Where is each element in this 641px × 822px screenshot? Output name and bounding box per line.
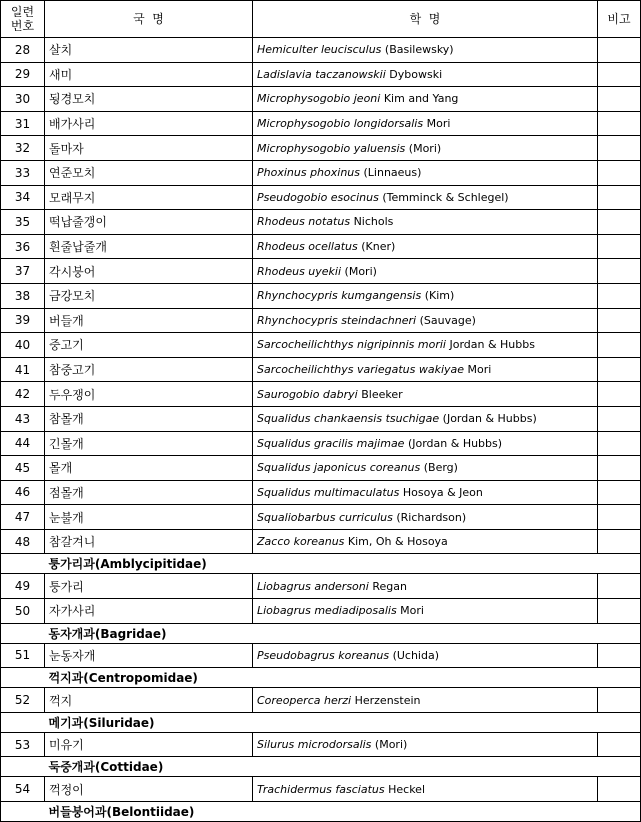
table-row xyxy=(1,777,641,802)
table-row xyxy=(1,643,641,668)
scientific-author: Regan xyxy=(372,579,407,593)
table-row xyxy=(1,456,641,481)
scientific-binomial: Squalidus multimaculatus xyxy=(257,485,400,499)
serial-number-cell: 46 xyxy=(1,480,45,505)
korean-name-cell: 새미 xyxy=(45,62,253,87)
remark-cell xyxy=(598,529,641,554)
table-row xyxy=(1,382,641,407)
remark-cell xyxy=(598,688,641,713)
table-row xyxy=(1,357,641,382)
scientific-name-cell xyxy=(253,574,598,599)
korean-name-cell: 각시붕어 xyxy=(45,259,253,284)
remark-cell xyxy=(598,777,641,802)
scientific-author: (Kner) xyxy=(361,240,396,254)
serial-number-cell: 40 xyxy=(1,333,45,358)
scientific-name-cell xyxy=(253,308,598,333)
remark-cell xyxy=(598,732,641,757)
scientific-binomial: Ladislavia taczanowskii xyxy=(257,67,386,81)
korean-name-cell: 두우쟁이 xyxy=(45,382,253,407)
serial-number-cell: 54 xyxy=(1,777,45,802)
scientific-binomial: Rhodeus uyekii xyxy=(257,264,342,278)
family-heading-spacer xyxy=(1,623,45,643)
korean-name-cell: 모래무지 xyxy=(45,185,253,210)
serial-number-cell: 37 xyxy=(1,259,45,284)
korean-name-cell: 버들개 xyxy=(45,308,253,333)
scientific-name-cell xyxy=(253,406,598,431)
serial-number-cell: 50 xyxy=(1,599,45,624)
scientific-author: (Mori) xyxy=(374,738,408,752)
scientific-name-cell xyxy=(253,111,598,136)
family-heading-row xyxy=(1,712,641,732)
table-row xyxy=(1,406,641,431)
scientific-name-cell xyxy=(253,210,598,235)
serial-number-cell: 28 xyxy=(1,38,45,63)
scientific-author: (Uchida) xyxy=(392,648,439,662)
remark-cell xyxy=(598,382,641,407)
remark-cell xyxy=(598,160,641,185)
scientific-author: Heckel xyxy=(388,782,425,796)
scientific-binomial: Saurogobio dabryi xyxy=(257,387,358,401)
scientific-name-cell xyxy=(253,382,598,407)
remark-cell xyxy=(598,234,641,259)
serial-number-cell: 33 xyxy=(1,160,45,185)
scientific-binomial: Rhodeus ocellatus xyxy=(257,240,358,254)
table-row xyxy=(1,431,641,456)
scientific-binomial: Microphysogobio jeoni xyxy=(257,92,381,106)
scientific-binomial: Rhodeus notatus xyxy=(257,215,351,229)
scientific-binomial: Sarcocheilichthys variegatus wakiyae xyxy=(257,363,465,377)
serial-number-cell: 35 xyxy=(1,210,45,235)
korean-name-cell: 참몰개 xyxy=(45,406,253,431)
scientific-binomial: Squaliobarbus curriculus xyxy=(257,510,393,524)
serial-number-cell: 36 xyxy=(1,234,45,259)
scientific-name-cell xyxy=(253,688,598,713)
header-scientific-name: 학 명 xyxy=(253,1,598,38)
scientific-name-cell xyxy=(253,234,598,259)
family-heading-row xyxy=(1,668,641,688)
table-row xyxy=(1,688,641,713)
serial-number-cell: 51 xyxy=(1,643,45,668)
scientific-author: (Mori) xyxy=(408,141,442,155)
table-row xyxy=(1,308,641,333)
scientific-binomial: Hemiculter leucisculus xyxy=(257,43,382,57)
scientific-name-cell xyxy=(253,357,598,382)
korean-name-cell: 미유기 xyxy=(45,732,253,757)
scientific-author: Kim, Oh & Hosoya xyxy=(347,535,448,549)
scientific-name-cell xyxy=(253,643,598,668)
scientific-name-cell xyxy=(253,259,598,284)
serial-number-cell: 41 xyxy=(1,357,45,382)
remark-cell xyxy=(598,574,641,599)
table-row xyxy=(1,529,641,554)
scientific-binomial: Microphysogobio yaluensis xyxy=(257,141,406,155)
korean-name-cell: 배가사리 xyxy=(45,111,253,136)
scientific-name-cell xyxy=(253,431,598,456)
family-heading-label: 메기과(Siluridae) xyxy=(45,712,641,732)
scientific-binomial: Microphysogobio longidorsalis xyxy=(257,117,424,131)
family-heading-label: 퉁가리과(Amblycipitidae) xyxy=(45,554,641,574)
korean-name-cell: 참중고기 xyxy=(45,357,253,382)
scientific-author: (Mori) xyxy=(344,264,377,278)
family-heading-row xyxy=(1,623,641,643)
scientific-author: Bleeker xyxy=(361,387,403,401)
table-row xyxy=(1,185,641,210)
table-row xyxy=(1,283,641,308)
remark-cell xyxy=(598,333,641,358)
family-heading-label: 버들붕어과(Belontiidae) xyxy=(45,802,641,822)
scientific-name-cell xyxy=(253,505,598,530)
korean-name-cell: 연준모치 xyxy=(45,160,253,185)
scientific-name-cell xyxy=(253,185,598,210)
family-heading-row xyxy=(1,554,641,574)
scientific-name-cell xyxy=(253,732,598,757)
table-row xyxy=(1,333,641,358)
scientific-binomial: Sarcocheilichthys nigripinnis morii xyxy=(257,338,446,352)
scientific-binomial: Phoxinus phoxinus xyxy=(257,166,360,180)
korean-name-cell: 눈불개 xyxy=(45,505,253,530)
table-row xyxy=(1,599,641,624)
family-heading-label: 동자개과(Bagridae) xyxy=(45,623,641,643)
serial-number-cell: 49 xyxy=(1,574,45,599)
scientific-author: Nichols xyxy=(353,215,394,229)
korean-name-cell: 퉁가리 xyxy=(45,574,253,599)
serial-number-cell: 47 xyxy=(1,505,45,530)
scientific-binomial: Liobagrus andersoni xyxy=(257,579,369,593)
korean-name-cell: 흰줄납줄개 xyxy=(45,234,253,259)
table-row xyxy=(1,136,641,161)
korean-name-cell: 돌마자 xyxy=(45,136,253,161)
scientific-binomial: Squalidus japonicus coreanus xyxy=(257,461,421,475)
korean-name-cell: 자가사리 xyxy=(45,599,253,624)
remark-cell xyxy=(598,38,641,63)
scientific-author: Jordan & Hubbs xyxy=(449,338,535,352)
remark-cell xyxy=(598,185,641,210)
header-serial-number: 일련 번호 xyxy=(1,1,45,38)
table-row xyxy=(1,87,641,112)
table-row xyxy=(1,480,641,505)
scientific-author: (Berg) xyxy=(423,461,458,475)
korean-name-cell: 꺽정이 xyxy=(45,777,253,802)
header-korean-name: 국 명 xyxy=(45,1,253,38)
scientific-name-cell xyxy=(253,283,598,308)
scientific-binomial: Rhynchocypris steindachneri xyxy=(257,313,417,327)
korean-name-cell: 긴몰개 xyxy=(45,431,253,456)
header-remark: 비고 xyxy=(598,1,641,38)
table-row xyxy=(1,111,641,136)
korean-name-cell: 몰개 xyxy=(45,456,253,481)
scientific-name-cell xyxy=(253,333,598,358)
scientific-author: (Sauvage) xyxy=(419,313,476,327)
table-row xyxy=(1,505,641,530)
family-heading-spacer xyxy=(1,668,45,688)
scientific-author: Mori xyxy=(467,363,492,377)
remark-cell xyxy=(598,111,641,136)
scientific-author: (Linnaeus) xyxy=(363,166,422,180)
remark-cell xyxy=(598,431,641,456)
korean-name-cell: 살치 xyxy=(45,38,253,63)
scientific-name-cell xyxy=(253,38,598,63)
table-row xyxy=(1,62,641,87)
serial-number-cell: 32 xyxy=(1,136,45,161)
serial-number-cell: 48 xyxy=(1,529,45,554)
scientific-binomial: Trachidermus fasciatus xyxy=(257,782,385,796)
table-row xyxy=(1,234,641,259)
serial-number-cell: 39 xyxy=(1,308,45,333)
table-row xyxy=(1,38,641,63)
serial-number-cell: 29 xyxy=(1,62,45,87)
scientific-name-cell xyxy=(253,136,598,161)
scientific-binomial: Coreoperca herzi xyxy=(257,693,352,707)
scientific-author: (Basilewsky) xyxy=(384,43,454,57)
table-row xyxy=(1,259,641,284)
korean-name-cell: 점몰개 xyxy=(45,480,253,505)
remark-cell xyxy=(598,357,641,382)
korean-name-cell: 됭경모치 xyxy=(45,87,253,112)
remark-cell xyxy=(598,283,641,308)
korean-name-cell: 떡납줄갱이 xyxy=(45,210,253,235)
scientific-name-cell xyxy=(253,529,598,554)
scientific-binomial: Pseudogobio esocinus xyxy=(257,190,379,204)
scientific-author: Mori xyxy=(426,117,451,131)
serial-number-cell: 52 xyxy=(1,688,45,713)
scientific-binomial: Liobagrus mediadiposalis xyxy=(257,604,397,618)
korean-name-cell: 눈동자개 xyxy=(45,643,253,668)
scientific-author: (Richardson) xyxy=(396,510,467,524)
remark-cell xyxy=(598,136,641,161)
remark-cell xyxy=(598,456,641,481)
scientific-author: (Jordan & Hubbs) xyxy=(407,436,503,450)
serial-number-cell: 38 xyxy=(1,283,45,308)
table-body xyxy=(1,38,641,822)
scientific-binomial: Pseudobagrus koreanus xyxy=(257,648,390,662)
scientific-author: (Jordan & Hubbs) xyxy=(442,412,537,426)
remark-cell xyxy=(598,87,641,112)
scientific-name-cell xyxy=(253,480,598,505)
table-row xyxy=(1,574,641,599)
serial-number-cell: 44 xyxy=(1,431,45,456)
family-heading-spacer xyxy=(1,757,45,777)
korean-name-cell: 금강모치 xyxy=(45,283,253,308)
serial-number-cell: 53 xyxy=(1,732,45,757)
scientific-name-cell xyxy=(253,599,598,624)
remark-cell xyxy=(598,643,641,668)
serial-number-cell: 34 xyxy=(1,185,45,210)
scientific-author: Hosoya & Jeon xyxy=(402,485,483,499)
scientific-binomial: Squalidus chankaensis tsuchigae xyxy=(257,412,440,426)
scientific-name-cell xyxy=(253,456,598,481)
scientific-name-cell xyxy=(253,62,598,87)
serial-number-cell: 42 xyxy=(1,382,45,407)
scientific-author: (Kim) xyxy=(424,289,455,303)
remark-cell xyxy=(598,62,641,87)
scientific-author: Dybowski xyxy=(389,67,443,81)
table-row xyxy=(1,732,641,757)
scientific-author: (Temminck & Schlegel) xyxy=(382,190,509,204)
remark-cell xyxy=(598,599,641,624)
family-heading-spacer xyxy=(1,712,45,732)
scientific-binomial: Silurus microdorsalis xyxy=(257,738,372,752)
korean-name-cell: 중고기 xyxy=(45,333,253,358)
scientific-author: Mori xyxy=(400,604,424,618)
korean-name-cell: 꺽지 xyxy=(45,688,253,713)
scientific-name-cell xyxy=(253,87,598,112)
remark-cell xyxy=(598,308,641,333)
scientific-author: Herzenstein xyxy=(354,693,421,707)
table-row xyxy=(1,210,641,235)
remark-cell xyxy=(598,259,641,284)
scientific-binomial: Zacco koreanus xyxy=(257,535,345,549)
scientific-name-cell xyxy=(253,160,598,185)
serial-number-cell: 31 xyxy=(1,111,45,136)
table-row xyxy=(1,160,641,185)
remark-cell xyxy=(598,505,641,530)
serial-number-cell: 45 xyxy=(1,456,45,481)
scientific-binomial: Squalidus gracilis majimae xyxy=(257,436,405,450)
serial-number-cell: 43 xyxy=(1,406,45,431)
family-heading-row xyxy=(1,757,641,777)
serial-number-cell: 30 xyxy=(1,87,45,112)
family-heading-spacer xyxy=(1,554,45,574)
remark-cell xyxy=(598,210,641,235)
family-heading-label: 둑중개과(Cottidae) xyxy=(45,757,641,777)
remark-cell xyxy=(598,480,641,505)
scientific-name-cell xyxy=(253,777,598,802)
table-header-row xyxy=(1,1,641,38)
korean-name-cell: 참갈겨니 xyxy=(45,529,253,554)
scientific-binomial: Rhynchocypris kumgangensis xyxy=(257,289,422,303)
remark-cell xyxy=(598,406,641,431)
scientific-author: Kim and Yang xyxy=(383,92,459,106)
family-heading-label: 꺽지과(Centropomidae) xyxy=(45,668,641,688)
